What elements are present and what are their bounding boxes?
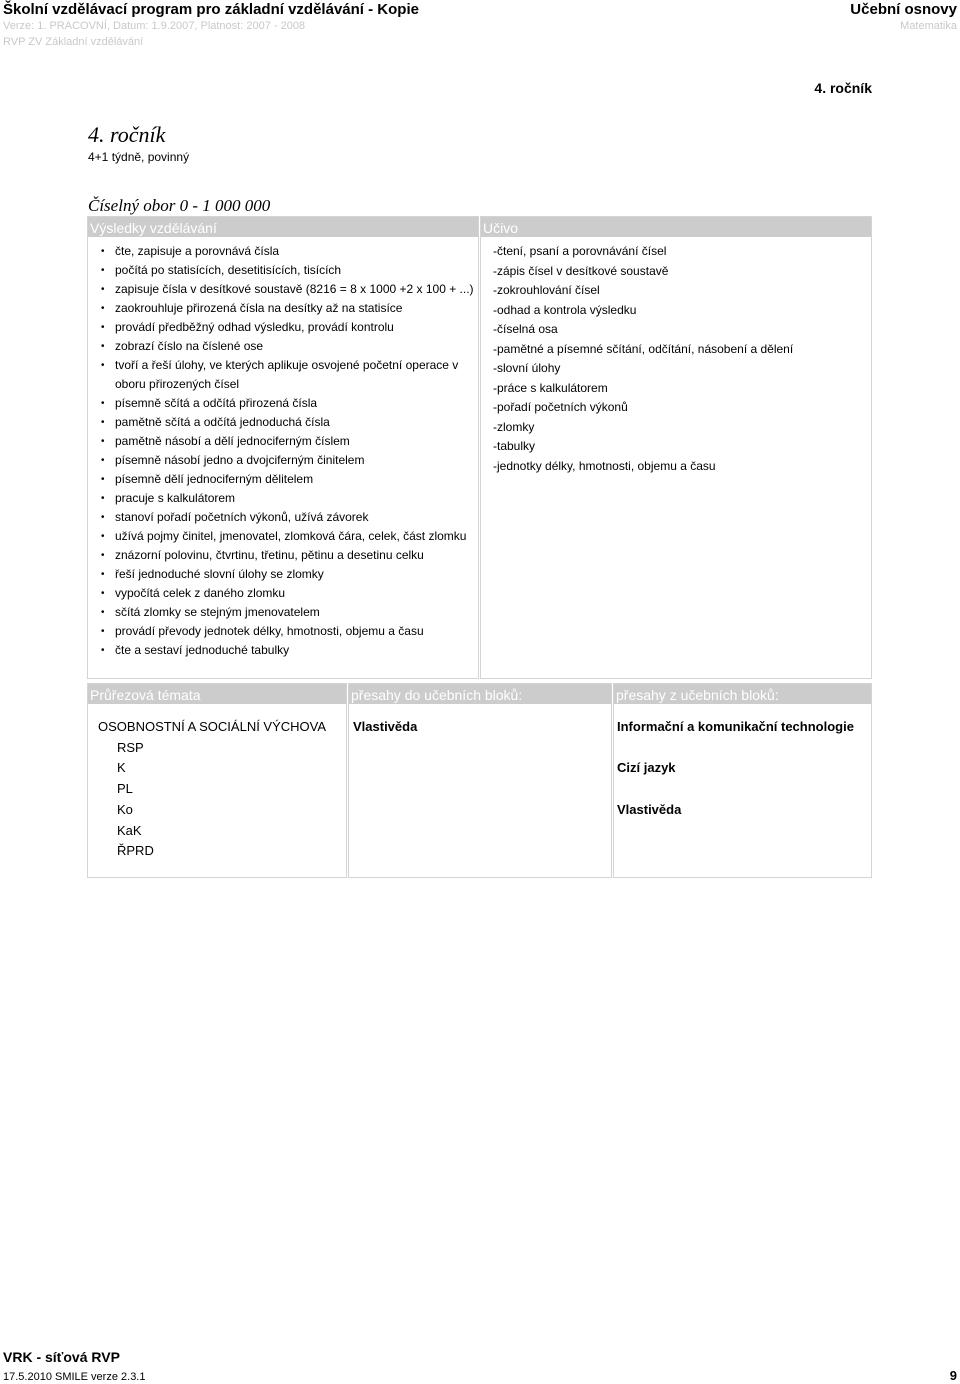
theme-item: ŘPRD xyxy=(117,843,154,859)
theme-item: RSP xyxy=(117,739,144,755)
curriculum-item: -čtení, psaní a porovnávání čísel xyxy=(493,244,667,258)
outcome-item: • sčítá zlomky se stejným jmenovatelem xyxy=(88,603,478,622)
curriculum-item: -pamětné a písemné sčítání, odčítání, násobení a dělení xyxy=(493,341,794,356)
overlaps-to-header: přesahy do učebních bloků: xyxy=(349,684,611,704)
curriculum-header: Učivo xyxy=(481,217,871,237)
curriculum-item: -zápis čísel v desítkové soustavě xyxy=(493,263,669,278)
outcome-item: • písemně sčítá a odčítá přirozená čísla xyxy=(88,394,478,413)
outcome-item: • pracuje s kalkulátorem xyxy=(88,489,478,508)
themes-list xyxy=(88,738,346,862)
overlaps-to-list xyxy=(349,717,611,738)
grade-label-right: 4. ročník xyxy=(814,80,872,96)
curriculum-item: -zokrouhlování čísel xyxy=(493,283,600,297)
theme-item: PL xyxy=(117,781,133,797)
outcome-item: • zapisuje čísla v desítkové soustavě (8216 = 8 x 1000 +2 x 100 + ...) xyxy=(88,280,478,299)
overlaps-from-panel xyxy=(613,683,872,878)
document-title: Školní vzdělávací program pro základní vzdělávání - Kopie xyxy=(3,1,419,18)
curriculum-item: -zlomky xyxy=(493,419,535,434)
overlap-from-item: Vlastivěda xyxy=(617,801,682,817)
curriculum-list xyxy=(481,242,871,476)
outcome-item: • stanoví pořadí početních výkonů, užívá závorek xyxy=(88,508,478,527)
curriculum-item: -tabulky xyxy=(493,439,536,453)
overlap-to-item: Vlastivěda xyxy=(353,719,418,734)
overlaps-from-list xyxy=(614,717,871,820)
themes-header: Průřezová témata xyxy=(88,684,346,704)
outcome-item: • čte, zapisuje a porovnává čísla xyxy=(88,242,478,261)
outcome-item: • řeší jednoduché slovní úlohy se zlomky xyxy=(88,565,478,584)
theme-item: KaK xyxy=(117,822,142,838)
curriculum-item: -odhad a kontrola výsledku xyxy=(493,302,637,317)
curriculum-item: -pořadí početních výkonů xyxy=(493,400,628,414)
curriculum-item: -práce s kalkulátorem xyxy=(493,380,608,395)
theme-item: K xyxy=(117,760,126,776)
outcome-item: • vypočítá celek z daného zlomku xyxy=(88,584,478,603)
outcomes-header: Výsledky vzdělávání xyxy=(88,217,478,237)
outcome-item: • písemně násobí jedno a dvojciferným činitelem xyxy=(88,451,478,470)
grade-title: 4. ročník xyxy=(88,122,166,147)
topic-title: Číselný obor 0 - 1 000 000 xyxy=(88,196,271,215)
curriculum-item: -číselná osa xyxy=(493,322,558,336)
themes-main: OSOBNOSTNÍ A SOCIÁLNÍ VÝCHOVA xyxy=(98,719,327,734)
overlaps-from-header: přesahy z učebních bloků: xyxy=(614,684,871,704)
footer-org: VRK - síťová RVP xyxy=(3,1349,120,1365)
outcome-item: • písemně dělí jednociferným dělitelem xyxy=(88,470,478,489)
outcome-item: • pamětně sčítá a odčítá jednoduchá čísla xyxy=(88,413,478,432)
theme-item: Ko xyxy=(117,801,133,817)
outcome-item: • provádí předběžný odhad výsledku, provádí kontrolu xyxy=(88,318,478,337)
curriculum-item: -slovní úlohy xyxy=(493,361,561,375)
outcome-item: • tvoří a řeší úlohy, ve kterých aplikuje osvojené početní operace v oboru přirozených čísel xyxy=(88,356,478,394)
outcome-item: • užívá pojmy činitel, jmenovatel, zlomková čára, celek, část zlomku xyxy=(88,527,478,546)
page-number: 9 xyxy=(949,1368,957,1383)
themes-panel xyxy=(87,683,347,878)
outcomes-list xyxy=(88,242,478,660)
grade-hours: 4+1 týdně, povinný xyxy=(88,150,190,164)
outcome-item: • čte a sestaví jednoduché tabulky xyxy=(88,641,478,660)
version-line: Verze: 1. PRACOVNÍ, Datum: 1.9.2007, Platnost: 2007 - 2008 xyxy=(3,20,306,32)
overlaps-to-panel xyxy=(348,683,612,878)
outcome-item: • pamětně násobí a dělí jednociferným číslem xyxy=(88,432,478,451)
curriculum-item: -jednotky délky, hmotnosti, objemu a času xyxy=(493,458,716,473)
outcome-item: • znázorní polovinu, čtvrtinu, třetinu, pětinu a desetinu celku xyxy=(88,546,478,565)
rvp-line: RVP ZV Základní vzdělávání xyxy=(3,36,144,48)
overlap-from-item: Cizí jazyk xyxy=(617,760,676,776)
outcome-item: • provádí převody jednotek délky, hmotnosti, objemu a času xyxy=(88,622,478,641)
outcome-item: • zobrazí číslo na číslené ose xyxy=(88,337,478,356)
outcome-item: • zaokrouhluje přirozená čísla na desítky až na statisíce xyxy=(88,299,478,318)
outcome-item: • počítá po statisících, desetitisících, tisících xyxy=(88,261,478,280)
overlap-from-item: Informační a komunikační technologie xyxy=(617,719,854,734)
subject-name: Matematika xyxy=(900,20,957,32)
outcomes-panel xyxy=(87,216,479,679)
curriculum-panel xyxy=(480,216,872,679)
footer-date-version: 17.5.2010 SMILE verze 2.3.1 xyxy=(3,1371,146,1383)
document-type: Učební osnovy xyxy=(850,1,957,18)
